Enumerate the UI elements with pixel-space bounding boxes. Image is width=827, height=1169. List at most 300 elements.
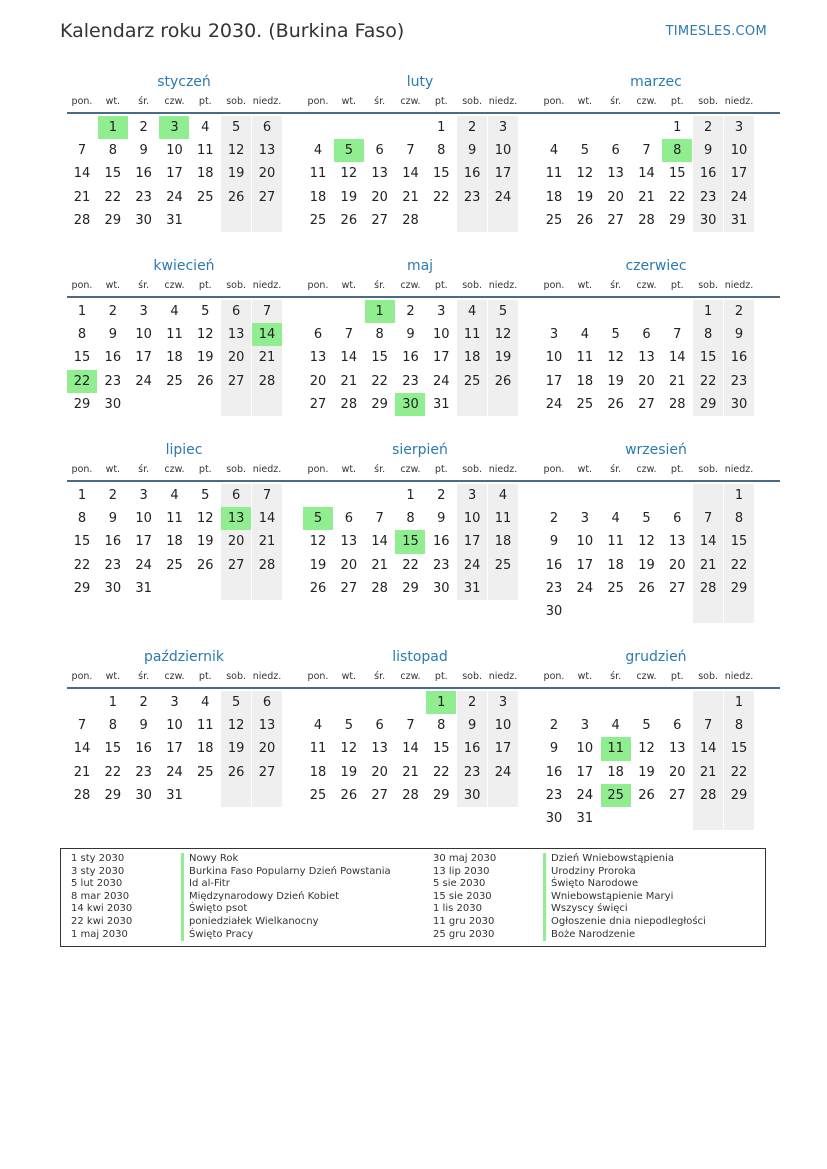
- day-cell: 28: [638, 212, 655, 228]
- day-cell: 18: [309, 189, 327, 205]
- day-cell: 21: [402, 189, 419, 205]
- day-cell: 22: [104, 764, 122, 780]
- day-cell: 18: [166, 534, 183, 550]
- day-cell: 24: [457, 554, 487, 577]
- weekday-label: śr.: [374, 464, 386, 475]
- day-cell: 6: [221, 484, 251, 507]
- day-cell: 24: [488, 761, 518, 784]
- day-cell: 8: [724, 714, 754, 737]
- day-cell: 19: [607, 373, 624, 389]
- day-cell: 26: [221, 761, 251, 784]
- day-cell: 22: [402, 557, 419, 573]
- day-grid: [539, 689, 780, 830]
- day-cell: 21: [402, 764, 419, 780]
- day-cell: 23: [433, 557, 450, 573]
- day-cell: 12: [607, 350, 624, 366]
- day-cell: 19: [638, 557, 655, 573]
- day-cell: 17: [135, 534, 152, 550]
- weekday-label: pon.: [71, 96, 93, 107]
- empty-cell: [539, 300, 569, 323]
- day-grid: [303, 298, 544, 416]
- day-cell: 25: [197, 189, 214, 205]
- empty-cell: [662, 484, 692, 507]
- weekday-label: sob.: [698, 671, 719, 682]
- day-cell: 19: [340, 189, 358, 205]
- day-cell: 21: [693, 761, 723, 784]
- day-cell: 4: [313, 718, 323, 734]
- day-cell: 1: [724, 691, 754, 714]
- weekday-label: sob.: [462, 464, 483, 475]
- day-cell: 25: [309, 212, 327, 228]
- day-cell: 26: [638, 580, 655, 596]
- weekday-header: [303, 460, 544, 482]
- day-cell: 12: [340, 741, 358, 757]
- day-cell: 8: [375, 327, 384, 343]
- day-cell: 4: [549, 143, 559, 159]
- day-cell: 17: [488, 162, 518, 185]
- day-cell: 3: [437, 304, 446, 319]
- month-name: kwiecień: [153, 258, 215, 274]
- day-cell: 24: [545, 396, 563, 412]
- month-name: luty: [406, 74, 434, 90]
- day-cell: 16: [402, 350, 419, 366]
- day-cell: 9: [693, 139, 723, 162]
- day-cell: 9: [406, 327, 415, 343]
- day-cell: 28: [252, 370, 282, 393]
- empty-cell: [488, 784, 518, 807]
- weekday-label: sob.: [226, 671, 247, 682]
- day-cell: 8: [108, 718, 117, 734]
- day-cell: 24: [488, 186, 518, 209]
- empty-cell: [365, 691, 395, 714]
- weekday-label: czw.: [164, 671, 185, 682]
- day-cell: 26: [340, 787, 358, 803]
- weekday-label: niedz.: [252, 464, 282, 475]
- day-cell: 26: [638, 787, 655, 803]
- empty-cell: [693, 600, 723, 623]
- empty-cell: [539, 116, 569, 139]
- day-cell: 18: [576, 373, 594, 389]
- day-cell: 28: [340, 396, 358, 412]
- weekday-label: śr.: [610, 464, 622, 475]
- day-cell: 2: [437, 488, 446, 503]
- day-cell: 24: [433, 373, 450, 389]
- day-grid: [67, 298, 308, 416]
- weekday-label: niedz.: [488, 464, 518, 475]
- holiday-name: Boże Narodzenie: [543, 929, 635, 942]
- day-cell: 31: [166, 787, 183, 803]
- day-cell: 9: [549, 741, 559, 757]
- day-cell: 9: [549, 534, 559, 550]
- weekday-header: [303, 92, 544, 114]
- weekday-label: niedz.: [252, 96, 282, 107]
- day-cell: 7: [642, 143, 651, 159]
- day-cell: 8: [724, 507, 754, 530]
- empty-cell: [601, 116, 631, 139]
- empty-cell: [662, 807, 692, 830]
- day-cell: 27: [669, 787, 686, 803]
- month-name: wrzesień: [625, 442, 687, 458]
- weekday-label: wt.: [341, 96, 357, 107]
- day-cell: 4: [201, 120, 210, 135]
- day-cell: 28: [669, 396, 686, 412]
- day-cell: 7: [693, 714, 723, 737]
- empty-cell: [252, 209, 282, 232]
- day-cell: 7: [693, 507, 723, 530]
- day-cell: 7: [673, 327, 682, 343]
- empty-cell: [724, 600, 754, 623]
- day-cell: 13: [252, 139, 282, 162]
- holiday-name: Urodziny Proroka: [543, 866, 636, 879]
- day-cell: 2: [108, 488, 117, 503]
- day-cell: 29: [693, 393, 723, 416]
- day-cell: 21: [252, 530, 282, 553]
- holiday-date: 25 gru 2030: [433, 928, 495, 940]
- empty-cell: [334, 300, 364, 323]
- weekday-header: [67, 667, 308, 689]
- day-cell: 23: [135, 764, 152, 780]
- empty-cell: [67, 691, 97, 714]
- day-cell: 12: [309, 534, 327, 550]
- day-cell: 3: [139, 488, 148, 503]
- day-cell: 2: [457, 116, 487, 139]
- day-cell: 2: [139, 695, 148, 710]
- day-cell: 31: [433, 396, 450, 412]
- day-cell: 1: [673, 120, 682, 135]
- day-cell: 27: [221, 554, 251, 577]
- holiday-day-cell: 25: [601, 784, 631, 807]
- day-cell: 13: [252, 714, 282, 737]
- weekday-label: pon.: [71, 280, 93, 291]
- day-cell: 13: [340, 534, 358, 550]
- day-cell: 26: [221, 186, 251, 209]
- empty-cell: [221, 393, 251, 416]
- day-cell: 29: [402, 580, 419, 596]
- day-cell: 26: [197, 557, 214, 573]
- day-cell: 16: [135, 166, 152, 182]
- day-cell: 21: [371, 557, 388, 573]
- day-cell: 14: [669, 350, 686, 366]
- day-cell: 27: [607, 212, 624, 228]
- day-cell: 2: [693, 116, 723, 139]
- day-cell: 21: [638, 189, 655, 205]
- day-cell: 20: [221, 346, 251, 369]
- day-cell: 10: [166, 143, 183, 159]
- day-cell: 31: [576, 810, 594, 826]
- weekday-label: wt.: [577, 464, 593, 475]
- day-cell: 4: [457, 300, 487, 323]
- day-cell: 23: [693, 186, 723, 209]
- day-cell: 29: [371, 396, 388, 412]
- empty-cell: [488, 209, 518, 232]
- holiday-list: [60, 848, 766, 947]
- day-cell: 29: [73, 580, 91, 596]
- day-cell: 17: [166, 166, 183, 182]
- day-cell: 30: [693, 209, 723, 232]
- weekday-label: pon.: [71, 671, 93, 682]
- day-cell: 21: [73, 764, 91, 780]
- day-cell: 3: [549, 327, 559, 343]
- empty-cell: [631, 484, 661, 507]
- day-cell: 13: [371, 166, 388, 182]
- holiday-name: Święto Narodowe: [543, 878, 638, 891]
- empty-cell: [67, 116, 97, 139]
- month-name: czerwiec: [625, 258, 687, 274]
- empty-cell: [631, 807, 661, 830]
- holiday-day-cell: 5: [334, 139, 364, 162]
- day-cell: 19: [576, 189, 594, 205]
- day-cell: 7: [406, 718, 415, 734]
- holiday-name: Ogłoszenie dnia niepodległości: [543, 916, 706, 929]
- day-cell: 18: [197, 741, 214, 757]
- holiday-date: 22 kwi 2030: [71, 915, 133, 927]
- day-cell: 7: [252, 300, 282, 323]
- day-cell: 24: [166, 189, 183, 205]
- day-cell: 27: [309, 396, 327, 412]
- holiday-name: Nowy Rok: [181, 853, 238, 866]
- weekday-label: sob.: [226, 464, 247, 475]
- day-cell: 30: [724, 393, 754, 416]
- empty-cell: [570, 691, 600, 714]
- day-cell: 1: [406, 488, 415, 503]
- day-cell: 22: [669, 189, 686, 205]
- day-cell: 29: [104, 787, 122, 803]
- month-name: marzec: [630, 74, 682, 90]
- month-block: [296, 72, 544, 232]
- day-cell: 25: [607, 580, 624, 596]
- weekday-header: [67, 276, 308, 298]
- day-cell: 16: [693, 162, 723, 185]
- weekday-label: czw.: [636, 280, 657, 291]
- holiday-day-cell: 30: [395, 393, 425, 416]
- day-cell: 28: [693, 577, 723, 600]
- day-cell: 19: [638, 764, 655, 780]
- holiday-date: 8 mar 2030: [71, 890, 130, 902]
- day-cell: 11: [488, 507, 518, 530]
- weekday-label: niedz.: [724, 671, 754, 682]
- weekday-label: śr.: [610, 280, 622, 291]
- month-name: listopad: [392, 649, 448, 665]
- day-cell: 28: [402, 787, 419, 803]
- day-cell: 5: [221, 116, 251, 139]
- weekday-label: wt.: [577, 96, 593, 107]
- empty-cell: [631, 116, 661, 139]
- day-cell: 5: [488, 300, 518, 323]
- empty-cell: [601, 300, 631, 323]
- holiday-name: poniedziałek Wielkanocny: [181, 916, 319, 929]
- day-cell: 8: [437, 718, 446, 734]
- month-block: [532, 647, 780, 830]
- weekday-label: pt.: [198, 671, 212, 682]
- month-name: lipiec: [165, 442, 203, 458]
- page-title: Kalendarz roku 2030. (Burkina Faso): [60, 20, 405, 42]
- empty-cell: [365, 116, 395, 139]
- day-cell: 28: [73, 787, 91, 803]
- month-name: maj: [406, 258, 434, 274]
- day-cell: 27: [252, 186, 282, 209]
- day-cell: 20: [221, 530, 251, 553]
- day-cell: 8: [693, 323, 723, 346]
- day-cell: 3: [580, 718, 589, 734]
- day-cell: 15: [73, 350, 91, 366]
- day-cell: 31: [166, 212, 183, 228]
- day-cell: 28: [73, 212, 91, 228]
- day-cell: 13: [669, 741, 686, 757]
- day-cell: 10: [724, 139, 754, 162]
- day-cell: 6: [313, 327, 323, 343]
- day-cell: 12: [197, 511, 214, 527]
- day-cell: 17: [545, 373, 563, 389]
- day-cell: 20: [638, 373, 655, 389]
- weekday-label: niedz.: [724, 464, 754, 475]
- day-cell: 12: [488, 323, 518, 346]
- weekday-label: niedz.: [488, 280, 518, 291]
- day-cell: 24: [135, 557, 152, 573]
- day-cell: 30: [545, 603, 563, 619]
- weekday-label: czw.: [400, 671, 421, 682]
- empty-cell: [601, 691, 631, 714]
- day-cell: 30: [135, 787, 152, 803]
- day-cell: 20: [669, 557, 686, 573]
- day-cell: 7: [252, 484, 282, 507]
- day-cell: 5: [580, 143, 589, 159]
- day-cell: 15: [433, 166, 450, 182]
- day-cell: 16: [724, 346, 754, 369]
- day-cell: 4: [488, 484, 518, 507]
- empty-cell: [221, 209, 251, 232]
- weekday-label: sob.: [462, 96, 483, 107]
- holiday-date: 5 sie 2030: [433, 878, 486, 890]
- day-cell: 16: [457, 162, 487, 185]
- weekday-label: śr.: [374, 671, 386, 682]
- empty-cell: [724, 807, 754, 830]
- holiday-name: Burkina Faso Popularny Dzień Powstania: [181, 866, 391, 879]
- day-cell: 6: [252, 691, 282, 714]
- day-cell: 22: [693, 370, 723, 393]
- day-cell: 16: [545, 557, 563, 573]
- day-grid: [303, 482, 544, 600]
- day-cell: 3: [457, 484, 487, 507]
- day-cell: 3: [724, 116, 754, 139]
- day-cell: 4: [580, 327, 589, 343]
- day-cell: 11: [457, 323, 487, 346]
- day-cell: 25: [166, 373, 183, 389]
- day-cell: 18: [607, 557, 624, 573]
- day-cell: 18: [197, 166, 214, 182]
- day-cell: 31: [135, 580, 152, 596]
- weekday-label: czw.: [636, 96, 657, 107]
- weekday-label: sob.: [462, 671, 483, 682]
- weekday-header: [539, 460, 780, 482]
- weekday-label: niedz.: [488, 671, 518, 682]
- empty-cell: [252, 784, 282, 807]
- day-cell: 12: [638, 741, 655, 757]
- day-cell: 22: [433, 764, 450, 780]
- day-cell: 15: [433, 741, 450, 757]
- day-cell: 1: [77, 488, 87, 503]
- day-cell: 9: [437, 511, 446, 527]
- weekday-label: pon.: [307, 280, 329, 291]
- day-cell: 27: [340, 580, 358, 596]
- weekday-label: sob.: [226, 280, 247, 291]
- day-cell: 22: [371, 373, 388, 389]
- day-cell: 25: [309, 787, 327, 803]
- weekday-label: pon.: [307, 96, 329, 107]
- holiday-date: 30 maj 2030: [433, 853, 497, 864]
- month-block: [60, 647, 308, 807]
- day-cell: 14: [402, 741, 419, 757]
- day-cell: 30: [135, 212, 152, 228]
- day-cell: 5: [611, 327, 620, 343]
- weekday-header: [303, 667, 544, 689]
- day-grid: [539, 482, 780, 623]
- day-cell: 20: [309, 373, 327, 389]
- holiday-name: Dzień Wniebowstąpienia: [543, 853, 674, 866]
- month-block: [532, 72, 780, 232]
- holiday-date: 14 kwi 2030: [71, 903, 133, 915]
- day-cell: 19: [197, 350, 214, 366]
- day-cell: 6: [344, 511, 353, 527]
- holiday-name: Święto Pracy: [181, 929, 253, 942]
- day-cell: 3: [580, 511, 589, 527]
- day-cell: 16: [104, 350, 122, 366]
- weekday-label: pt.: [670, 280, 684, 291]
- day-cell: 15: [669, 166, 686, 182]
- day-grid: [67, 482, 308, 600]
- day-cell: 12: [638, 534, 655, 550]
- holiday-date: 5 lut 2030: [71, 878, 123, 890]
- day-cell: 1: [437, 120, 446, 135]
- month-block: [296, 647, 544, 807]
- day-cell: 1: [724, 484, 754, 507]
- day-cell: 11: [607, 534, 624, 550]
- day-cell: 3: [170, 695, 179, 710]
- day-cell: 11: [309, 166, 327, 182]
- day-cell: 21: [252, 346, 282, 369]
- weekday-label: niedz.: [252, 280, 282, 291]
- weekday-label: pt.: [198, 464, 212, 475]
- day-cell: 10: [457, 507, 487, 530]
- empty-cell: [190, 209, 220, 232]
- empty-cell: [395, 116, 425, 139]
- empty-cell: [601, 484, 631, 507]
- weekday-label: pt.: [198, 280, 212, 291]
- day-cell: 16: [104, 534, 122, 550]
- day-cell: 8: [406, 511, 415, 527]
- day-cell: 14: [73, 166, 91, 182]
- holiday-name: Święto psot: [181, 903, 247, 916]
- day-cell: 14: [402, 166, 419, 182]
- holiday-day-cell: 1: [426, 691, 456, 714]
- brand-link[interactable]: TIMESLES.COM: [665, 24, 767, 39]
- day-cell: 13: [638, 350, 655, 366]
- day-cell: 14: [252, 507, 282, 530]
- day-cell: 8: [108, 143, 117, 159]
- day-cell: 9: [108, 327, 117, 343]
- month-block: [60, 256, 308, 416]
- holiday-date: 1 lis 2030: [433, 903, 482, 915]
- day-cell: 11: [197, 718, 214, 734]
- day-cell: 6: [673, 718, 682, 734]
- day-cell: 18: [545, 189, 563, 205]
- month-block: [532, 440, 780, 623]
- day-cell: 13: [607, 166, 624, 182]
- day-cell: 4: [611, 718, 620, 734]
- day-cell: 28: [693, 784, 723, 807]
- day-cell: 21: [73, 189, 91, 205]
- day-cell: 29: [433, 787, 450, 803]
- holiday-name: Id al-Fitr: [181, 878, 230, 891]
